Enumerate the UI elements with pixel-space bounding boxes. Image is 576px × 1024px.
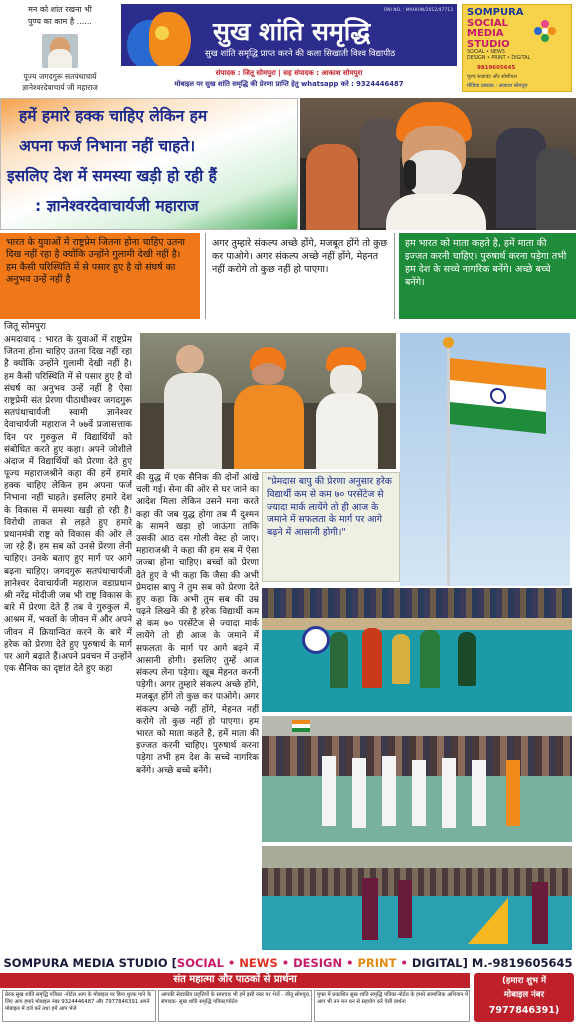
dance-photo-3: [262, 846, 572, 950]
footer-prayer-bar: [0, 973, 470, 988]
quote-orange-text: भारत के युवाओं में राष्ट्रप्रेम जितना होना चाहिए उतना दिख नहीं रहा है क्योंकि उन्होंने गुलामी देखी नहीं है। हम कैसी परिस्थिति में से पसार हुए है वो संघर्ष का अनुभव उन्हें नहीं है: [6, 237, 186, 286]
guru-caption-line1: पूज्य जगदगुरू सतपंथाचार्य: [23, 72, 97, 81]
masthead-logo: [127, 12, 193, 72]
header-quote-line2: पुण्य का काम है ......: [28, 17, 92, 26]
guru-caption-line2: ज्ञानेश्वरदेवाचार्य जी महाराज: [22, 83, 98, 92]
footer-box3-text: मुफ्त में प्रकाशित सुख शांति समृद्धि पत्रिका-पोर्टल के हमारे सामाजिक अभियान में आप भी तन मन धन से सहयोग करें ऐसी प्रार्थना: [317, 992, 469, 1005]
footer-design: DESIGN: [293, 956, 343, 970]
ad-title3: MEDIA: [467, 28, 504, 39]
studio-ad: [462, 4, 572, 92]
ad-manager: मीडिया प्रबंधक : आकाश सोमपुरा: [467, 83, 528, 89]
ad-note: पूज्य सजावट और सोशीयल: [467, 74, 517, 80]
dance-photo-2: [262, 716, 572, 842]
footer-sep3: •: [342, 956, 358, 970]
footer-mobile-label2: मोबाइल नंबर: [503, 990, 545, 1000]
quote-green-text: हम भारत को माता कहते है, हमें माता की इज्जत करनी चाहिए। पुरुषार्थ करना पड़ेगा तभी हम देश के सच्चे नागरिक बनेंगे। अच्छे बच्चे बनेंगे।: [405, 238, 567, 289]
footer-sep1: •: [223, 956, 240, 970]
footer-mobile-box: [474, 973, 574, 1022]
callout-text: "प्रेमदास बापु की प्रेरणा अनुसार हरेक विद्यार्थी कम से कम ७० परसेंटेज से ज्यादा मार्क लायेंगे तो ही आज के जमाने में सफलता के मार्ग पर आगे बढ़ने में आसानी होगी।": [267, 476, 392, 539]
flag-photo: [400, 333, 570, 586]
footer-studio: SOMPURA MEDIA STUDIO [: [3, 956, 177, 970]
headline-line2: अपना फर्ज निभाना नहीं चाहते।: [19, 137, 196, 155]
footer-box2-text: आपकी सेवाकीय प्रवृत्तियों के समाचार भी हमें इसी नंबर पर भेजें - जीतू सोमपुरा, संपादक- सुख शांति समृद्धि पत्रिका/पोर्टल: [161, 992, 311, 1005]
quote-green: [399, 233, 576, 319]
header-quote-line1: मन को शांत रखना भी: [28, 5, 92, 14]
saints-photo: [140, 333, 396, 469]
footer-studio-line: [0, 956, 576, 970]
ad-flower-icon: [533, 19, 557, 43]
footer-mobile-number: 7977846391): [488, 1005, 560, 1016]
footer-studio-bar: [0, 954, 576, 972]
ad-services: SOCIAL • NEWS DESIGN • PRINT • DIGITAL: [467, 50, 531, 61]
ad-title4: STUDIO: [467, 38, 510, 50]
mobile-line: मोबाइल पर सुख शांति समृद्धि की प्रेरणा प्राप्ति हेतु whatsapp करे : 9324446487: [174, 80, 404, 88]
footer-box2: [158, 990, 312, 1022]
footer-social: SOCIAL: [176, 956, 224, 970]
callout-box: [262, 472, 400, 582]
editor-line: संपादक : जितू सोमपुरा | सह संपादक : आकाश सोमपुरा: [215, 69, 363, 77]
headline-line1: हमें हमारे हक्क चाहिए लेकिन हम: [19, 107, 208, 125]
ad-title2: SOCIAL: [467, 17, 508, 29]
masthead-title: सुख शांति समृद्धि: [213, 17, 371, 46]
footer-mobile-label1: (हमारा शुभ में: [501, 976, 547, 986]
dance-photo-1: [262, 588, 572, 712]
indian-flag: [450, 358, 546, 434]
header: [0, 0, 576, 96]
article-col2: की युद्ध में एक सैनिक की दोनों आंखे चली गई। सेना की ओर से घर जाने का आदेश मिला लेकिन उसने मना करते कहा की जब युद्ध होगा तब मैं दुश्मन के सामने खड़ा हो जाऊंगा ताकि उसकी आठ दस गोली वेस्ट हो जाए। महाराजश्री ने कहा की हम सब में ऐसा जज्बा होना चाहिए। बच्चों को प्रेरणा देते हुए वे भी कहा कि जैसा की अभी प्रेमदास बापु ने तुम सब को प्रेरणा देते हुए कहा कि अभी तुम सब की उम्र पढ़ने लिखने की है हरेक विद्यार्थी कम से कम ७० परसेंटेज से ज्यादा मार्क लायेंगे तो ही आज के जमाने में सफलता के मार्ग पर आगे बढ़ने में आसानी होगी। इसलिए तुम्हें आज संकल्प लेना पड़ेगा। खूब मेहनत करनी पड़ेगी। अगर तुम्हारे संकल्प अच्छे होंगे, मजबूत होंगे तो कुछ कर पाओगे। अगर संकल्प अच्छे नहीं होंगे, मेहनत नहीं करोगे तो कुछ नहीं हो पाएगा। हम भारत को माता कहते है, हमें माता की इज्जत करनी चाहिए। पुरुषार्थ करना पड़ेगा तभी हम देश के सच्चे नागरिक बनेंगे। अच्छे बच्चे बनेंगे।: [136, 473, 259, 776]
guru-portrait: [42, 34, 78, 68]
quote-middle-text: अगर तुम्हारे संकल्प अच्छे होंगे, मजबूत होंगे तो कुछ कर पाओगे। अगर संकल्प अच्छे नहीं होंगे, मेहनत नहीं करोगे तो कुछ नहीं हो पाएगा।: [212, 238, 388, 276]
article-col1: अमदावाद : भारत के युवाओं में राष्ट्रप्रेम जितना होना चाहिए उतना दिख नहीं रहा है क्योंकि उन्होंने गुलामी देखी नहीं है। हम कैसी परिस्थिति में से पसार हुए है वो संघर्ष का अनुभव उन्हें नहीं है ऐसा राष्ट्रप्रेमी संत प्रेरणा पीठाधीश्वर जगदगुरू सतपंथाचार्यजी स्वामी ज्ञानेश्वर देवाचार्यजी महाराज ने ७७वें प्रजासत्ताक दिन पर गुरुकुल में विद्यार्थियों को संबोधित करते हुए कहा। अपने जोशीले अंदाज में विद्यार्थियों को प्रेरणा देते हुए पूज्य महाराजश्रीने कहा की हमें हमारे हक्क चाहिए लेकिन हम अपना फर्ज निभाना नहीं चाहते। इसलिए हमारे देश के विकास में समस्या खड़ी हो रही है। विरोधी ताकत से लड़ते हुए हमारे प्रधानमंत्री राष्ट्र को विकास की ओर ले जा रहे हैं। हम सब को उनसे प्रेरणा लेनी चाहिए। उनके बताए हुए मार्ग पर आगे बढ़ना चाहिए। जगदगुरू सतपंथाचार्यजी ज्ञानेश्वर देवाचार्यजी महाराज वडाप्रधान श्री नरेंद्र मोदीजी जब भी राष्ट्र विकास के बारे में प्रेरणा देते हैं तब वे गुरुकुल में, आश्रम में, भक्तों के जीवन में और अपने जीवन में क्रियान्वित करने के बारे में हरेक को प्रेरणा देते हुए पुरुषार्थ के मार्ग पर आगे बढ़ाते हैं।अपने प्रवचन में उन्होंने एक सैनिक का दृष्टांत देते हुए कहा: [4, 335, 132, 675]
footer-box1: [2, 990, 156, 1022]
ad-title1: SOMPURA: [467, 7, 524, 18]
footer-digital: DIGITAL] M.-9819605645: [411, 956, 573, 970]
masthead: [121, 4, 457, 92]
rni-number: RNI NO. : MAHHIN/2012/47713: [383, 8, 453, 13]
quote-middle: [205, 233, 395, 319]
ad-phone: 9819605645: [477, 65, 516, 71]
headline-line4: : ज्ञानेश्वरदेवाचार्यजी महाराज: [35, 197, 199, 215]
headline-banner: [0, 98, 298, 230]
footer-news: NEWS: [239, 956, 278, 970]
byline: जितू सोमपुरा: [4, 322, 46, 332]
footer-sep4: •: [396, 956, 412, 970]
footer-sep2: •: [277, 956, 294, 970]
headline-line3: इसलिए देश में समस्या खड़ी हो रही हैं: [7, 167, 217, 185]
quote-orange: [0, 233, 200, 319]
footer-prayer: संत महात्मा और पाठकों से प्रार्थना: [173, 974, 297, 985]
footer-print: PRINT: [357, 956, 397, 970]
footer-box1-text: प्रेरक सुख शांति समृद्धि पत्रिका -पोर्टल आप के मोबाइल पर बिना शुल्क पाने के लिए आप हमारे मोबाइल नंबर 9324446487 और 7977846391 अपने मोबाइल में दर्ज करें तथा हमें आप भेजे: [5, 992, 151, 1012]
footer-box3: [314, 990, 470, 1022]
speaker-photo: [300, 98, 576, 230]
masthead-tagline: सुख शांति समृद्धि प्राप्त करने की कला सिखाती विश्व विद्यापीठ: [205, 49, 396, 59]
